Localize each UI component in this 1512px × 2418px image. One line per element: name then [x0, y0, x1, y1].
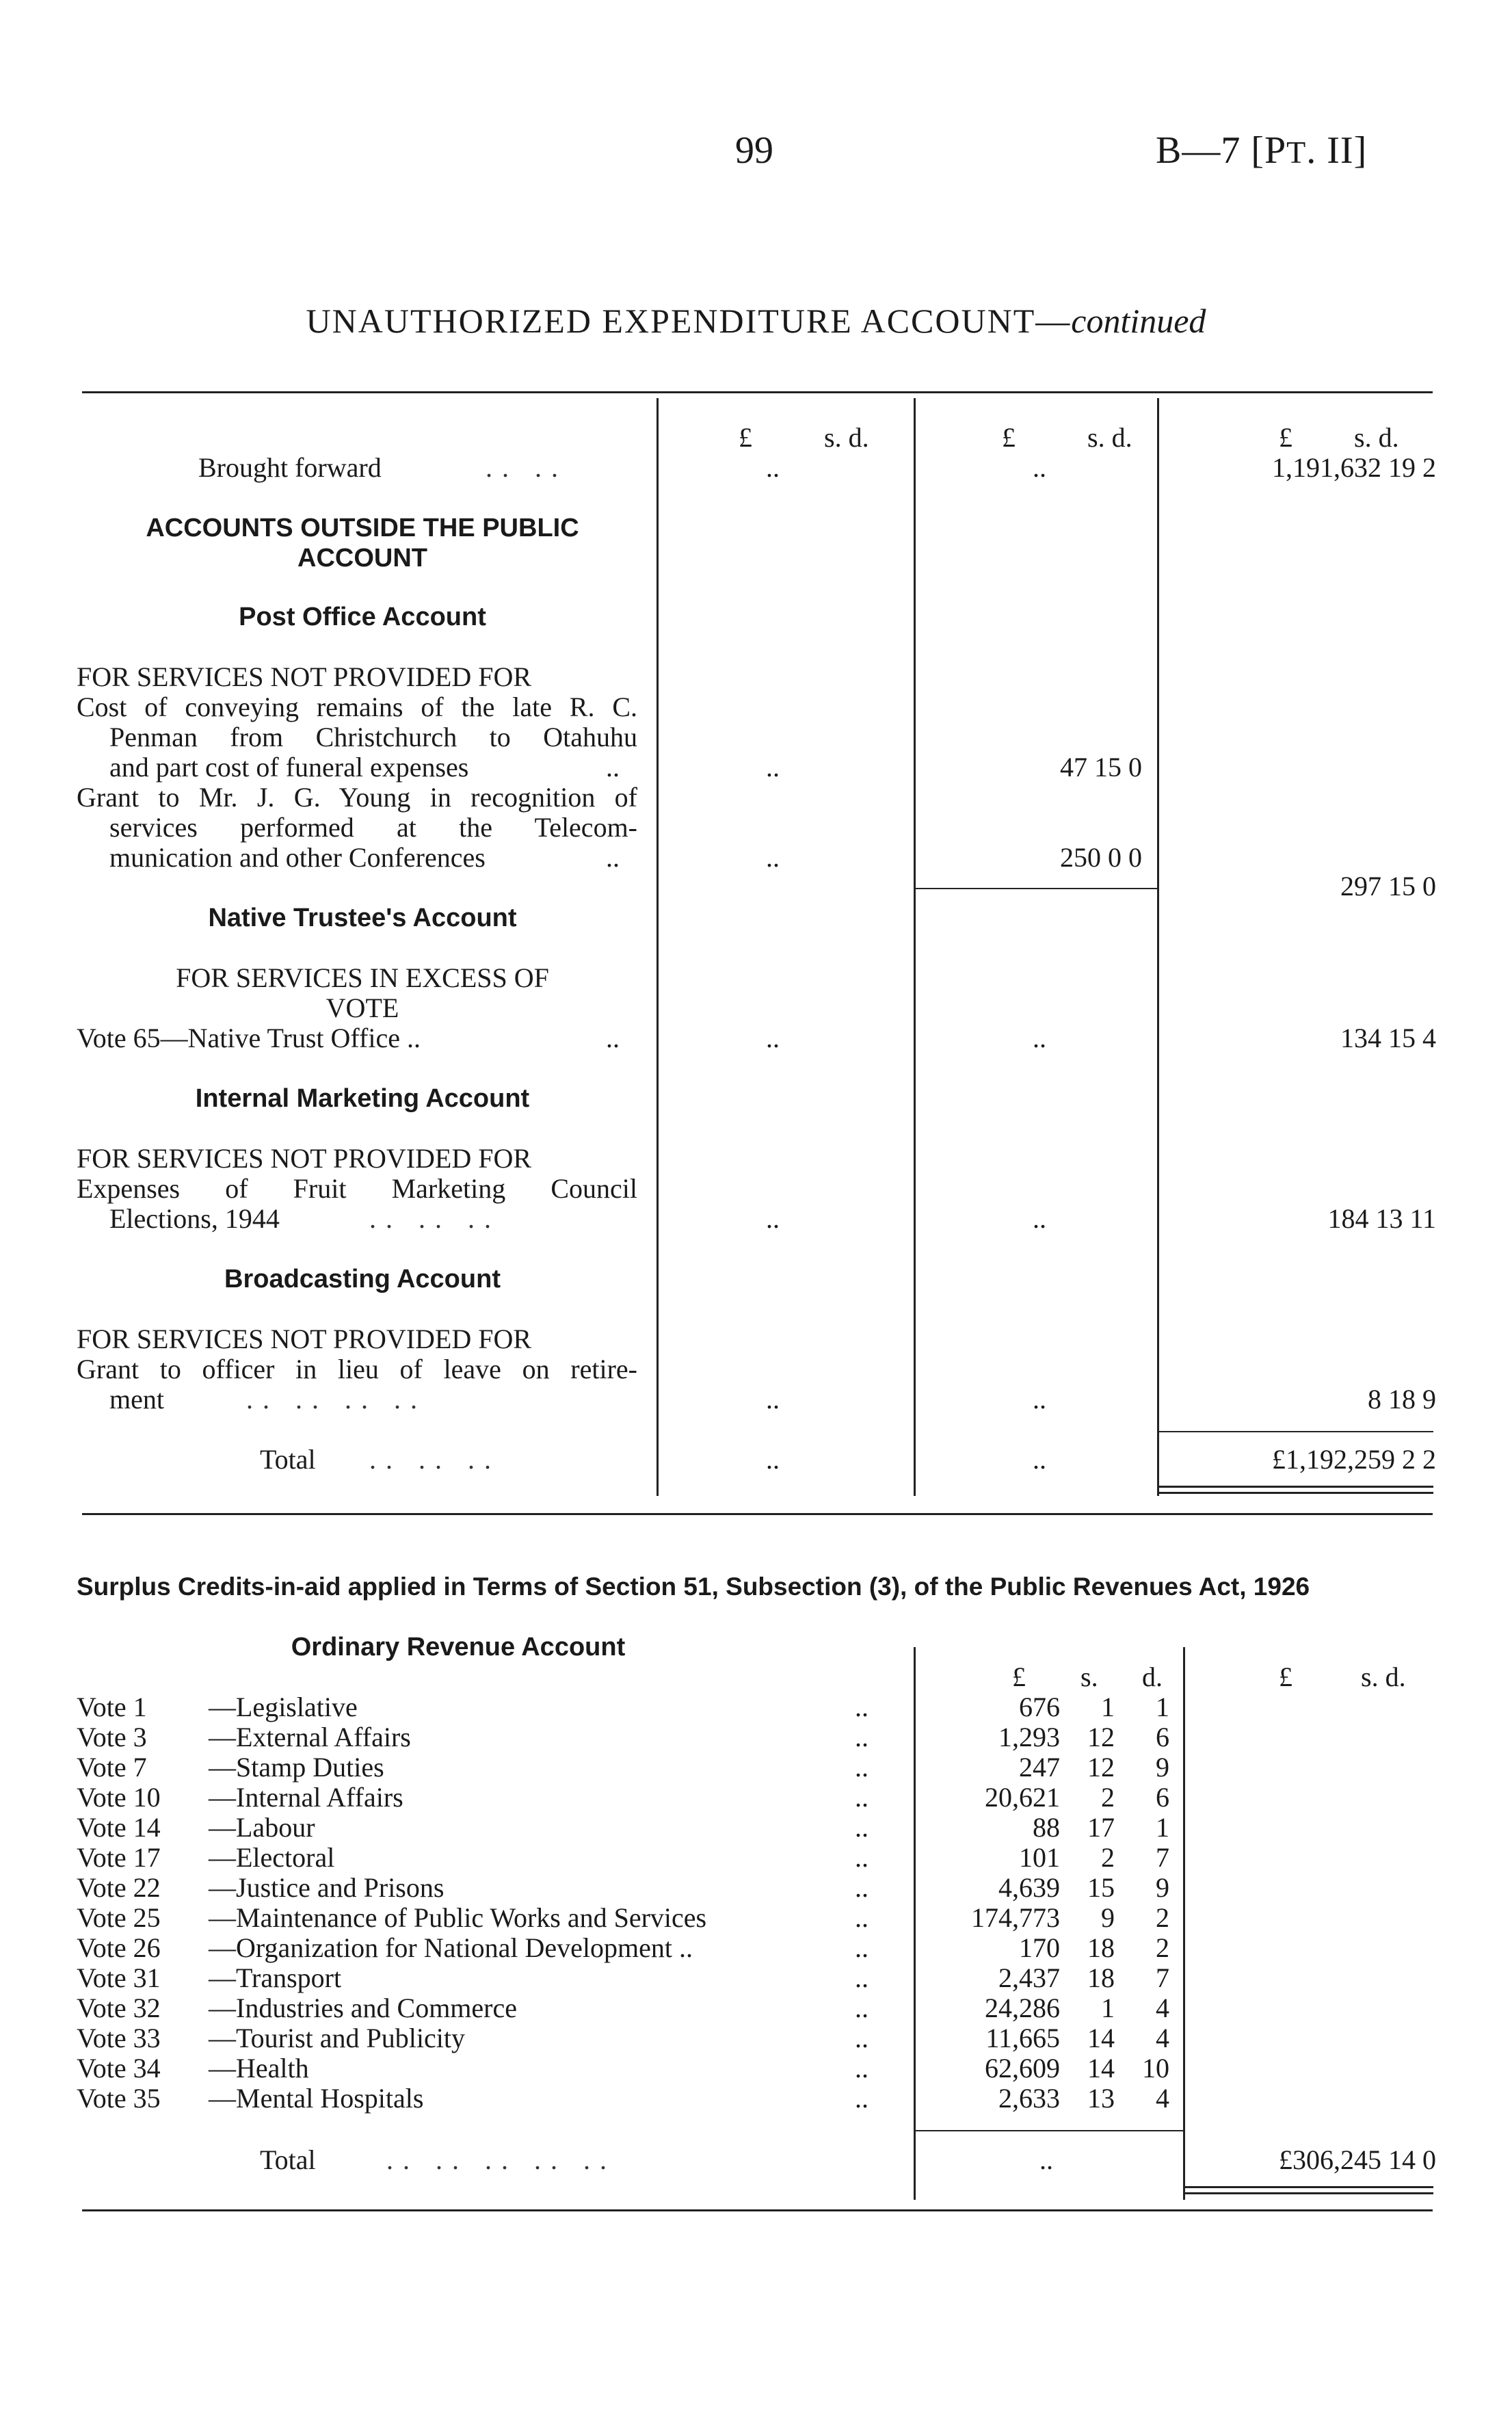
total-label: Total — [260, 1444, 316, 1475]
leader-dots: .. — [855, 2083, 868, 2114]
vote-number: Vote 1 — [77, 1692, 147, 1722]
leader-dots: .. .. .. — [369, 1444, 501, 1475]
vote-name: —Organization for National Development .. — [209, 1932, 693, 1963]
vote-shillings: 9 — [1101, 1902, 1115, 1933]
section-heading: ACCOUNTS OUTSIDE THE PUBLIC — [146, 514, 579, 542]
account-heading: Post Office Account — [239, 603, 486, 631]
col-d-header: d. — [1142, 1661, 1163, 1692]
vote-name: —Maintenance of Public Works and Services — [209, 1902, 707, 1933]
vote-pence: 6 — [1156, 1722, 1169, 1752]
vote-pence: 4 — [1156, 2023, 1169, 2053]
vote-pence: 1 — [1156, 1812, 1169, 1843]
leader-dots: .. — [855, 1722, 868, 1752]
category-heading: VOTE — [326, 993, 399, 1023]
item-text: ment — [109, 1384, 164, 1415]
vote-name: —Labour — [209, 1812, 315, 1843]
total-label: Total — [260, 2144, 316, 2175]
vote-pounds: 170 — [1019, 1932, 1060, 1963]
empty-cell: .. — [766, 1384, 780, 1415]
total-rule — [914, 2130, 1184, 2131]
vote-name: —Justice and Prisons — [209, 1872, 445, 1903]
empty-cell: .. — [766, 1203, 780, 1234]
vote-pence: 6 — [1156, 1782, 1169, 1813]
vote-shillings: 12 — [1087, 1722, 1115, 1752]
empty-cell: .. — [766, 452, 780, 483]
vote-shillings: 18 — [1087, 1932, 1115, 1963]
item-amount: 250 0 0 — [1060, 842, 1142, 873]
vote-number: Vote 10 — [77, 1782, 161, 1813]
vote-pounds: 88 — [1033, 1812, 1060, 1843]
leader-dots: .. — [855, 1842, 868, 1873]
vote-number: Vote 14 — [77, 1812, 161, 1843]
item-text: Grant to officer in lieu of leave on retire- — [77, 1354, 637, 1384]
vote-name: —External Affairs — [209, 1722, 411, 1752]
item-text: Penman from Christchurch to Otahuhu — [109, 722, 637, 752]
leader-dots: .. — [606, 1023, 620, 1053]
vote-number: Vote 3 — [77, 1722, 147, 1752]
vote-shillings: 12 — [1087, 1752, 1115, 1783]
item-text: Elections, 1944 — [109, 1203, 280, 1234]
category-heading: FOR SERVICES NOT PROVIDED FOR — [77, 1143, 532, 1174]
vote-name: —Industries and Commerce — [209, 1993, 517, 2023]
section-heading: ACCOUNT — [297, 544, 427, 573]
vote-pounds: 4,639 — [998, 1872, 1060, 1903]
vote-number: Vote 22 — [77, 1872, 161, 1903]
category-heading: FOR SERVICES NOT PROVIDED FOR — [77, 661, 532, 692]
grand-total: £306,245 14 0 — [1279, 2144, 1436, 2175]
category-heading: FOR SERVICES NOT PROVIDED FOR — [77, 1324, 532, 1354]
empty-cell: .. — [1039, 2144, 1053, 2175]
col-sd-header: s. d. — [1354, 422, 1399, 453]
vote-number: Vote 26 — [77, 1932, 161, 1963]
vote-pence: 9 — [1156, 1752, 1169, 1783]
vote-pounds: 2,633 — [998, 2083, 1060, 2114]
item-amount: 47 15 0 — [1060, 752, 1142, 783]
col-pound-header: £ — [1279, 1661, 1292, 1692]
empty-cell: .. — [1033, 452, 1046, 483]
col-sd-header: s. d. — [1361, 1661, 1406, 1692]
vote-pence: 4 — [1156, 1993, 1169, 2023]
vote-pounds: 101 — [1019, 1842, 1060, 1873]
vote-pounds: 2,437 — [998, 1962, 1060, 1993]
empty-cell: .. — [766, 1444, 780, 1475]
vote-name: —Mental Hospitals — [209, 2083, 424, 2114]
vote-number: Vote 25 — [77, 1902, 161, 1933]
vote-pounds: 247 — [1019, 1752, 1060, 1783]
leader-dots: .. — [855, 1692, 868, 1722]
column-rule — [656, 398, 659, 1496]
vote-number: Vote 31 — [77, 1962, 161, 1993]
vote-pence: 7 — [1156, 1842, 1169, 1873]
item-text: Expenses of Fruit Marketing Council — [77, 1173, 637, 1204]
leader-dots: .. — [855, 1962, 868, 1993]
vote-shillings: 2 — [1101, 1842, 1115, 1873]
vote-pounds: 62,609 — [985, 2053, 1060, 2084]
account-total: 8 18 9 — [1368, 1384, 1436, 1415]
account-total: 184 13 11 — [1327, 1203, 1436, 1234]
column-rule — [914, 398, 916, 1496]
vote-shillings: 18 — [1087, 1962, 1115, 1993]
leader-dots: .. — [606, 752, 620, 783]
category-heading: FOR SERVICES IN EXCESS OF — [176, 962, 549, 993]
col-pound-header: £ — [1002, 422, 1016, 453]
double-rule — [1157, 1492, 1433, 1494]
vote-number: Vote 7 — [77, 1752, 147, 1783]
account-heading: Broadcasting Account — [224, 1265, 501, 1293]
vote-pounds: 11,665 — [985, 2023, 1060, 2053]
empty-cell: .. — [1033, 1444, 1046, 1475]
vote-pence: 1 — [1156, 1692, 1169, 1722]
vote-shillings: 2 — [1101, 1782, 1115, 1813]
vote-pence: 2 — [1156, 1902, 1169, 1933]
vote-pence: 2 — [1156, 1932, 1169, 1963]
col-pound-header: £ — [1279, 422, 1292, 453]
vote-pence: 9 — [1156, 1872, 1169, 1903]
col-s-header: s. — [1080, 1661, 1098, 1692]
item-text: Vote 65—Native Trust Office .. — [77, 1023, 421, 1053]
col-sd-header: s. d. — [824, 422, 869, 453]
leader-dots: .. — [855, 1812, 868, 1843]
double-rule — [1183, 2186, 1433, 2188]
vote-name: —Transport — [209, 1962, 342, 1993]
col-pound-header: £ — [1012, 1661, 1026, 1692]
vote-pence: 7 — [1156, 1962, 1169, 1993]
vote-shillings: 15 — [1087, 1872, 1115, 1903]
account-total: 297 15 0 — [1340, 871, 1436, 902]
vote-shillings: 13 — [1087, 2083, 1115, 2114]
account-heading: Internal Marketing Account — [195, 1084, 530, 1113]
vote-pence: 4 — [1156, 2083, 1169, 2114]
vote-number: Vote 32 — [77, 1993, 161, 2023]
leader-dots: .. .. .. .. .. — [386, 2144, 616, 2175]
grand-total: £1,192,259 2 2 — [1272, 1444, 1436, 1475]
leader-dots: .. — [855, 1993, 868, 2023]
col-sd-header: s. d. — [1087, 422, 1132, 453]
empty-cell: .. — [766, 1023, 780, 1053]
vote-name: —Health — [209, 2053, 309, 2084]
total-rule — [1157, 1431, 1433, 1432]
vote-pence: 10 — [1142, 2053, 1169, 2084]
brought-forward-total: 1,191,632 19 2 — [1272, 452, 1436, 483]
leader-dots: .. — [855, 2023, 868, 2053]
brought-forward-label: Brought forward — [198, 452, 382, 483]
vote-pounds: 20,621 — [985, 1782, 1060, 1813]
table-bottom-rule — [82, 1513, 1433, 1515]
column-rule — [1183, 1647, 1185, 2200]
empty-cell: .. — [1033, 1023, 1046, 1053]
item-text: munication and other Conferences — [109, 842, 486, 873]
empty-cell: .. — [766, 752, 780, 783]
vote-pounds: 24,286 — [985, 1993, 1060, 2023]
vote-name: —Legislative — [209, 1692, 358, 1722]
vote-shillings: 17 — [1087, 1812, 1115, 1843]
leader-dots: .. — [855, 1782, 868, 1813]
document-reference: B—7 [PT. II] — [1156, 129, 1368, 172]
double-rule — [1157, 1486, 1433, 1488]
empty-cell: .. — [1033, 1384, 1046, 1415]
vote-shillings: 1 — [1101, 1692, 1115, 1722]
account-total: 134 15 4 — [1340, 1023, 1436, 1053]
table-bottom-rule — [82, 2209, 1433, 2211]
item-text: and part cost of funeral expenses — [109, 752, 469, 783]
vote-number: Vote 34 — [77, 2053, 161, 2084]
table-top-rule — [82, 391, 1433, 393]
page-title: UNAUTHORIZED EXPENDITURE ACCOUNT—continued — [306, 302, 1206, 340]
vote-number: Vote 35 — [77, 2083, 161, 2114]
vote-number: Vote 17 — [77, 1842, 161, 1873]
account-heading: Native Trustee's Account — [208, 904, 517, 932]
vote-number: Vote 33 — [77, 2023, 161, 2053]
item-text: Cost of conveying remains of the late R. C. — [77, 692, 637, 722]
vote-pounds: 174,773 — [971, 1902, 1060, 1933]
double-rule — [1183, 2192, 1433, 2194]
empty-cell: .. — [1033, 1203, 1046, 1234]
leader-dots: .. — [855, 1932, 868, 1963]
leader-dots: .. — [855, 1752, 868, 1783]
leader-dots: .. — [855, 2053, 868, 2084]
vote-name: —Electoral — [209, 1842, 335, 1873]
leader-dots: .. — [855, 1872, 868, 1903]
vote-name: —Internal Affairs — [209, 1782, 403, 1813]
account-heading: Ordinary Revenue Account — [291, 1633, 626, 1661]
item-text: Grant to Mr. J. G. Young in recognition of — [77, 782, 637, 813]
leader-dots: .. .. — [486, 452, 568, 483]
column-rule — [1157, 398, 1159, 1496]
vote-pounds: 676 — [1019, 1692, 1060, 1722]
subtotal-rule — [914, 888, 1158, 889]
page-number: 99 — [735, 129, 773, 172]
vote-name: —Tourist and Publicity — [209, 2023, 465, 2053]
leader-dots: .. — [606, 842, 620, 873]
vote-pounds: 1,293 — [998, 1722, 1060, 1752]
leader-dots: .. .. .. .. — [246, 1384, 427, 1415]
vote-shillings: 1 — [1101, 1993, 1115, 2023]
vote-shillings: 14 — [1087, 2053, 1115, 2084]
empty-cell: .. — [766, 842, 780, 873]
item-text: services performed at the Telecom- — [109, 812, 637, 843]
vote-name: —Stamp Duties — [209, 1752, 384, 1783]
vote-shillings: 14 — [1087, 2023, 1115, 2053]
col-pound-header: £ — [739, 422, 752, 453]
leader-dots: .. — [855, 1902, 868, 1933]
leader-dots: .. .. .. — [369, 1203, 501, 1234]
column-rule — [914, 1647, 916, 2200]
table-heading: Surplus Credits-in-aid applied in Terms of Section 51, Subsection (3), of the Public Revenues Act, 1926 — [77, 1573, 1310, 1601]
